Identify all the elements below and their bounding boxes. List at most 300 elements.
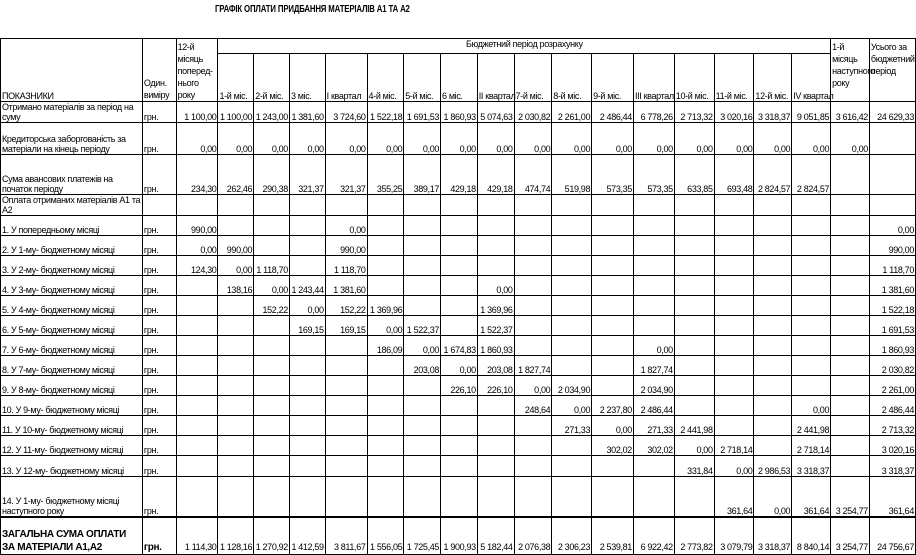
table-row <box>1 336 916 356</box>
table-row <box>1 123 916 155</box>
table-cell: 361,64 <box>792 477 831 517</box>
table-cell: 2 486,44 <box>869 396 915 416</box>
table-cell: 0,00 <box>176 236 218 256</box>
table-cell <box>714 256 754 276</box>
table-row <box>1 376 916 396</box>
table-cell <box>514 256 552 276</box>
table-cell: 152,22 <box>325 296 367 316</box>
row-label: 2. У 1-му- бюджетному місяці <box>1 236 143 256</box>
table-cell: 3 020,16 <box>869 436 915 456</box>
table-cell: 3 020,16 <box>714 102 754 123</box>
row-label: 8. У 7-му- бюджетному місяці <box>1 356 143 376</box>
table-cell: 248,64 <box>514 396 552 416</box>
table-cell <box>754 336 792 356</box>
table-cell: 573,35 <box>633 155 674 195</box>
table-cell <box>514 195 552 216</box>
table-cell <box>367 416 404 436</box>
table-cell: 389,17 <box>404 155 441 195</box>
table-cell: 0,00 <box>367 123 404 155</box>
table-cell: 271,33 <box>633 416 674 436</box>
table-cell: 169,15 <box>325 316 367 336</box>
table-cell <box>514 416 552 436</box>
table-cell: 0,00 <box>367 316 404 336</box>
table-cell <box>592 195 634 216</box>
table-cell: 234,30 <box>176 155 218 195</box>
table-row <box>1 316 916 336</box>
table-cell <box>441 416 478 436</box>
table-cell <box>714 416 754 436</box>
table-cell: 2 718,14 <box>714 436 754 456</box>
table-cell <box>289 456 325 477</box>
table-row <box>1 456 916 477</box>
table-cell <box>325 456 367 477</box>
table-cell <box>552 477 592 517</box>
table-cell <box>592 256 634 276</box>
row-label: 5. У 4-му- бюджетному місяці <box>1 296 143 316</box>
table-cell <box>714 376 754 396</box>
table-cell <box>367 216 404 236</box>
table-cell <box>552 316 592 336</box>
table-cell <box>674 336 714 356</box>
table-cell <box>674 296 714 316</box>
table-cell <box>831 216 870 236</box>
table-cell <box>514 336 552 356</box>
table-cell <box>592 356 634 376</box>
table-cell <box>792 316 831 336</box>
header-period: 10-й міс. <box>674 54 714 102</box>
table-row <box>1 436 916 456</box>
table-cell <box>514 436 552 456</box>
table-cell <box>254 195 290 216</box>
table-cell <box>367 376 404 396</box>
table-cell <box>176 316 218 336</box>
table-cell <box>289 436 325 456</box>
table-cell: 2 773,82 <box>674 517 714 555</box>
table-cell: 429,18 <box>441 155 478 195</box>
row-label: 13. У 12-му- бюджетному місяці <box>1 456 143 477</box>
table-cell <box>792 216 831 236</box>
table-cell <box>674 195 714 216</box>
table-cell: 355,25 <box>367 155 404 195</box>
table-cell: 0,00 <box>218 256 254 276</box>
row-label: Сума авансових платежів на початок періоду <box>1 155 143 195</box>
table-cell <box>176 336 218 356</box>
table-cell <box>831 416 870 436</box>
table-cell <box>714 276 754 296</box>
table-cell <box>218 336 254 356</box>
row-unit: грн. <box>142 436 176 456</box>
table-cell <box>325 336 367 356</box>
table-cell: 9 051,85 <box>792 102 831 123</box>
table-cell: 0,00 <box>633 123 674 155</box>
table-cell: 0,00 <box>254 123 290 155</box>
table-cell: 2 261,00 <box>552 102 592 123</box>
table-cell: 0,00 <box>714 123 754 155</box>
row-unit: грн. <box>142 296 176 316</box>
row-unit: грн. <box>142 102 176 123</box>
table-cell: 290,38 <box>254 155 290 195</box>
table-cell: 0,00 <box>404 336 441 356</box>
header-budget-period: Бюджетний період розрахунку <box>218 39 831 54</box>
table-cell: 2 986,53 <box>754 456 792 477</box>
row-label: 9. У 8-му- бюджетному місяці <box>1 376 143 396</box>
table-cell <box>289 236 325 256</box>
table-cell: 2 824,57 <box>754 155 792 195</box>
table-cell: 1 522,37 <box>404 316 441 336</box>
table-cell: 169,15 <box>289 316 325 336</box>
table-cell <box>404 436 441 456</box>
table-cell <box>792 276 831 296</box>
header-prev-month: 12-й місяць поперед-нього року <box>176 39 218 102</box>
table-cell <box>325 477 367 517</box>
table-cell <box>176 416 218 436</box>
table-cell <box>633 256 674 276</box>
table-cell <box>367 256 404 276</box>
table-cell <box>404 236 441 256</box>
table-cell: 186,09 <box>367 336 404 356</box>
table-cell <box>218 456 254 477</box>
table-cell <box>477 195 514 216</box>
table-cell <box>514 316 552 336</box>
table-cell: 2 034,90 <box>633 376 674 396</box>
header-unit: Один. виміру <box>142 39 176 102</box>
table-cell <box>367 456 404 477</box>
table-cell: 0,00 <box>477 276 514 296</box>
table-cell <box>552 456 592 477</box>
table-cell: 0,00 <box>289 123 325 155</box>
table-cell <box>218 356 254 376</box>
table-cell <box>477 256 514 276</box>
table-cell: 0,00 <box>674 123 714 155</box>
row-unit: грн. <box>142 517 176 555</box>
table-cell <box>289 336 325 356</box>
table-cell: 1 412,59 <box>289 517 325 555</box>
header-period: I квартал <box>325 54 367 102</box>
row-label: Отримано матеріалів за період на суму <box>1 102 143 123</box>
table-cell <box>792 336 831 356</box>
table-cell: 1 691,53 <box>404 102 441 123</box>
table-cell <box>674 356 714 376</box>
table-cell <box>218 477 254 517</box>
header-period: 6 міс. <box>441 54 478 102</box>
table-cell: 0,00 <box>592 416 634 436</box>
table-cell <box>552 216 592 236</box>
table-cell <box>674 316 714 336</box>
table-cell <box>176 195 218 216</box>
table-cell: 3 318,37 <box>754 102 792 123</box>
table-cell <box>754 195 792 216</box>
table-cell: 1 522,18 <box>869 296 915 316</box>
table-cell <box>218 195 254 216</box>
table-cell <box>792 356 831 376</box>
table-cell: 2 539,81 <box>592 517 634 555</box>
table-cell: 0,00 <box>869 216 915 236</box>
table-cell <box>218 296 254 316</box>
table-cell: 0,00 <box>552 396 592 416</box>
table-cell: 0,00 <box>552 123 592 155</box>
table-cell <box>404 276 441 296</box>
header-period: II квартал <box>477 54 514 102</box>
table-cell: 1 381,60 <box>325 276 367 296</box>
table-cell: 361,64 <box>869 477 915 517</box>
table-cell: 302,02 <box>633 436 674 456</box>
table-cell <box>289 356 325 376</box>
row-unit: грн. <box>142 336 176 356</box>
table-cell <box>254 396 290 416</box>
table-cell <box>514 456 552 477</box>
table-cell <box>367 195 404 216</box>
table-cell <box>477 396 514 416</box>
table-cell: 2 486,44 <box>633 396 674 416</box>
table-cell <box>831 396 870 416</box>
table-cell: 226,10 <box>477 376 514 396</box>
table-cell <box>441 296 478 316</box>
table-row <box>1 155 916 195</box>
table-cell: 5 182,44 <box>477 517 514 555</box>
table-cell <box>674 276 714 296</box>
table-cell <box>325 436 367 456</box>
table-cell <box>552 195 592 216</box>
table-cell: 3 254,77 <box>831 477 870 517</box>
table-cell: 3 318,37 <box>754 517 792 555</box>
table-cell <box>441 236 478 256</box>
table-cell: 3 724,60 <box>325 102 367 123</box>
table-cell <box>325 396 367 416</box>
table-cell: 0,00 <box>254 276 290 296</box>
table-cell <box>404 416 441 436</box>
table-cell <box>218 416 254 436</box>
table-cell <box>674 216 714 236</box>
table-cell <box>404 296 441 316</box>
table-cell: 0,00 <box>792 123 831 155</box>
table-cell: 1 860,93 <box>441 102 478 123</box>
table-cell: 1 827,74 <box>633 356 674 376</box>
table-row <box>1 256 916 276</box>
table-cell <box>477 416 514 436</box>
table-cell <box>477 436 514 456</box>
table-cell: 1 369,96 <box>367 296 404 316</box>
table-cell: 693,48 <box>714 155 754 195</box>
table-cell: 1 860,93 <box>477 336 514 356</box>
row-unit: грн. <box>142 123 176 155</box>
table-cell <box>831 316 870 336</box>
table-cell: 0,00 <box>289 296 325 316</box>
table-cell <box>714 216 754 236</box>
table-cell <box>477 236 514 256</box>
table-cell <box>633 477 674 517</box>
table-cell <box>592 276 634 296</box>
table-cell: 1 381,60 <box>289 102 325 123</box>
row-label: ЗАГАЛЬНА СУМА ОПЛАТИ ЗА МАТЕРІАЛИ А1,А2 <box>1 517 143 555</box>
table-cell: 0,00 <box>176 123 218 155</box>
table-cell <box>477 216 514 236</box>
table-cell: 0,00 <box>714 456 754 477</box>
header-period: 2-й міс. <box>254 54 290 102</box>
row-unit: грн. <box>142 276 176 296</box>
header-period: 11-й міс. <box>714 54 754 102</box>
page-title: ГРАФІК ОПЛАТИ ПРИДБАННЯ МАТЕРІАЛІВ А1 ТА А2 <box>215 4 410 15</box>
table-cell: 2 713,32 <box>674 102 714 123</box>
table-cell: 1 100,00 <box>176 102 218 123</box>
row-label: Оплата отриманих матеріалів А1 та А2 <box>1 195 143 216</box>
table-cell <box>552 336 592 356</box>
table-cell: 0,00 <box>477 123 514 155</box>
table-cell: 3 254,77 <box>831 517 870 555</box>
table-cell: 1 369,96 <box>477 296 514 316</box>
table-cell: 0,00 <box>831 123 870 155</box>
table-cell: 2 441,98 <box>792 416 831 436</box>
table-cell: 2 824,57 <box>792 155 831 195</box>
row-unit: грн. <box>142 477 176 517</box>
table-cell: 2 718,14 <box>792 436 831 456</box>
table-cell <box>176 296 218 316</box>
table-cell <box>254 436 290 456</box>
table-cell <box>404 477 441 517</box>
table-cell: 0,00 <box>754 477 792 517</box>
table-cell <box>831 336 870 356</box>
table-cell: 6 922,42 <box>633 517 674 555</box>
row-unit: грн. <box>142 216 176 236</box>
table-row <box>1 477 916 517</box>
table-cell: 361,64 <box>714 477 754 517</box>
table-cell <box>367 477 404 517</box>
table-cell: 1 118,70 <box>325 256 367 276</box>
table-cell <box>404 396 441 416</box>
table-cell <box>176 396 218 416</box>
table-row <box>1 276 916 296</box>
table-cell: 1 243,00 <box>254 102 290 123</box>
table-cell: 1 522,37 <box>477 316 514 336</box>
table-cell <box>552 236 592 256</box>
table-cell <box>831 276 870 296</box>
table-cell <box>254 216 290 236</box>
table-cell <box>477 477 514 517</box>
table-cell: 2 030,82 <box>514 102 552 123</box>
table-cell <box>218 376 254 396</box>
table-cell: 0,00 <box>325 123 367 155</box>
table-cell: 24 629,33 <box>869 102 915 123</box>
table-cell <box>792 195 831 216</box>
table-cell <box>441 396 478 416</box>
table-cell: 1 674,83 <box>441 336 478 356</box>
table-cell <box>289 256 325 276</box>
payment-schedule-table <box>0 38 916 555</box>
header-period: 3 міс. <box>289 54 325 102</box>
table-cell: 1 691,53 <box>869 316 915 336</box>
table-cell <box>633 195 674 216</box>
row-unit <box>142 195 176 216</box>
table-cell <box>714 236 754 256</box>
table-cell <box>254 356 290 376</box>
row-label: 7. У 6-му- бюджетному місяці <box>1 336 143 356</box>
table-cell <box>754 396 792 416</box>
table-cell: 990,00 <box>325 236 367 256</box>
header-period: 12-й міс. <box>754 54 792 102</box>
table-cell <box>552 276 592 296</box>
table-cell: 1 270,92 <box>254 517 290 555</box>
table-cell <box>441 316 478 336</box>
table-cell <box>674 376 714 396</box>
table-cell <box>441 216 478 236</box>
table-cell: 3 318,37 <box>869 456 915 477</box>
header-period: 7-й міс. <box>514 54 552 102</box>
row-label: 1. У попередньому місяці <box>1 216 143 236</box>
header-total: Усього за бюджетний період <box>869 39 915 102</box>
table-cell: 0,00 <box>218 123 254 155</box>
header-next-year-month: 1-й місяць наступного року <box>831 39 870 102</box>
row-unit: грн. <box>142 236 176 256</box>
table-cell <box>869 123 915 155</box>
table-cell <box>552 436 592 456</box>
table-cell <box>552 356 592 376</box>
header-indicators: ПОКАЗНИКИ <box>1 39 143 102</box>
table-cell <box>441 436 478 456</box>
row-unit: грн. <box>142 376 176 396</box>
table-cell <box>367 356 404 376</box>
table-cell <box>254 236 290 256</box>
table-cell <box>633 216 674 236</box>
header-period: 8-й міс. <box>552 54 592 102</box>
table-cell: 321,37 <box>325 155 367 195</box>
table-cell: 302,02 <box>592 436 634 456</box>
row-label: 6. У 5-му- бюджетному місяці <box>1 316 143 336</box>
table-cell <box>592 477 634 517</box>
table-cell <box>674 477 714 517</box>
row-label: 11. У 10-му- бюджетному місяці <box>1 416 143 436</box>
table-cell <box>218 396 254 416</box>
table-cell: 0,00 <box>325 216 367 236</box>
table-row <box>1 396 916 416</box>
row-label: 4. У 3-му- бюджетному місяці <box>1 276 143 296</box>
table-cell: 519,98 <box>552 155 592 195</box>
header-row-top <box>1 39 916 54</box>
table-cell <box>831 456 870 477</box>
table-cell: 1 243,44 <box>289 276 325 296</box>
header-period: 5-й міс. <box>404 54 441 102</box>
table-cell <box>289 376 325 396</box>
table-cell: 138,16 <box>218 276 254 296</box>
table-cell <box>325 356 367 376</box>
table-cell <box>754 236 792 256</box>
table-cell <box>792 256 831 276</box>
table-cell: 1 128,16 <box>218 517 254 555</box>
header-period: III квартал <box>633 54 674 102</box>
table-cell: 24 756,67 <box>869 517 915 555</box>
table-row <box>1 296 916 316</box>
table-cell <box>674 236 714 256</box>
table-cell: 0,00 <box>674 436 714 456</box>
table-row <box>1 216 916 236</box>
table-cell: 321,37 <box>289 155 325 195</box>
table-cell <box>289 416 325 436</box>
table-cell: 0,00 <box>441 123 478 155</box>
table-cell <box>404 376 441 396</box>
table-cell <box>254 336 290 356</box>
table-cell <box>254 477 290 517</box>
table-cell: 203,08 <box>404 356 441 376</box>
table-cell <box>592 336 634 356</box>
table-cell <box>714 316 754 336</box>
table-cell <box>477 456 514 477</box>
table-cell <box>552 256 592 276</box>
table-cell: 1 100,00 <box>218 102 254 123</box>
table-cell: 3 079,79 <box>714 517 754 555</box>
table-cell <box>404 216 441 236</box>
table-cell <box>176 477 218 517</box>
table-cell: 1 725,45 <box>404 517 441 555</box>
table-cell: 0,00 <box>792 396 831 416</box>
table-cell <box>792 376 831 396</box>
